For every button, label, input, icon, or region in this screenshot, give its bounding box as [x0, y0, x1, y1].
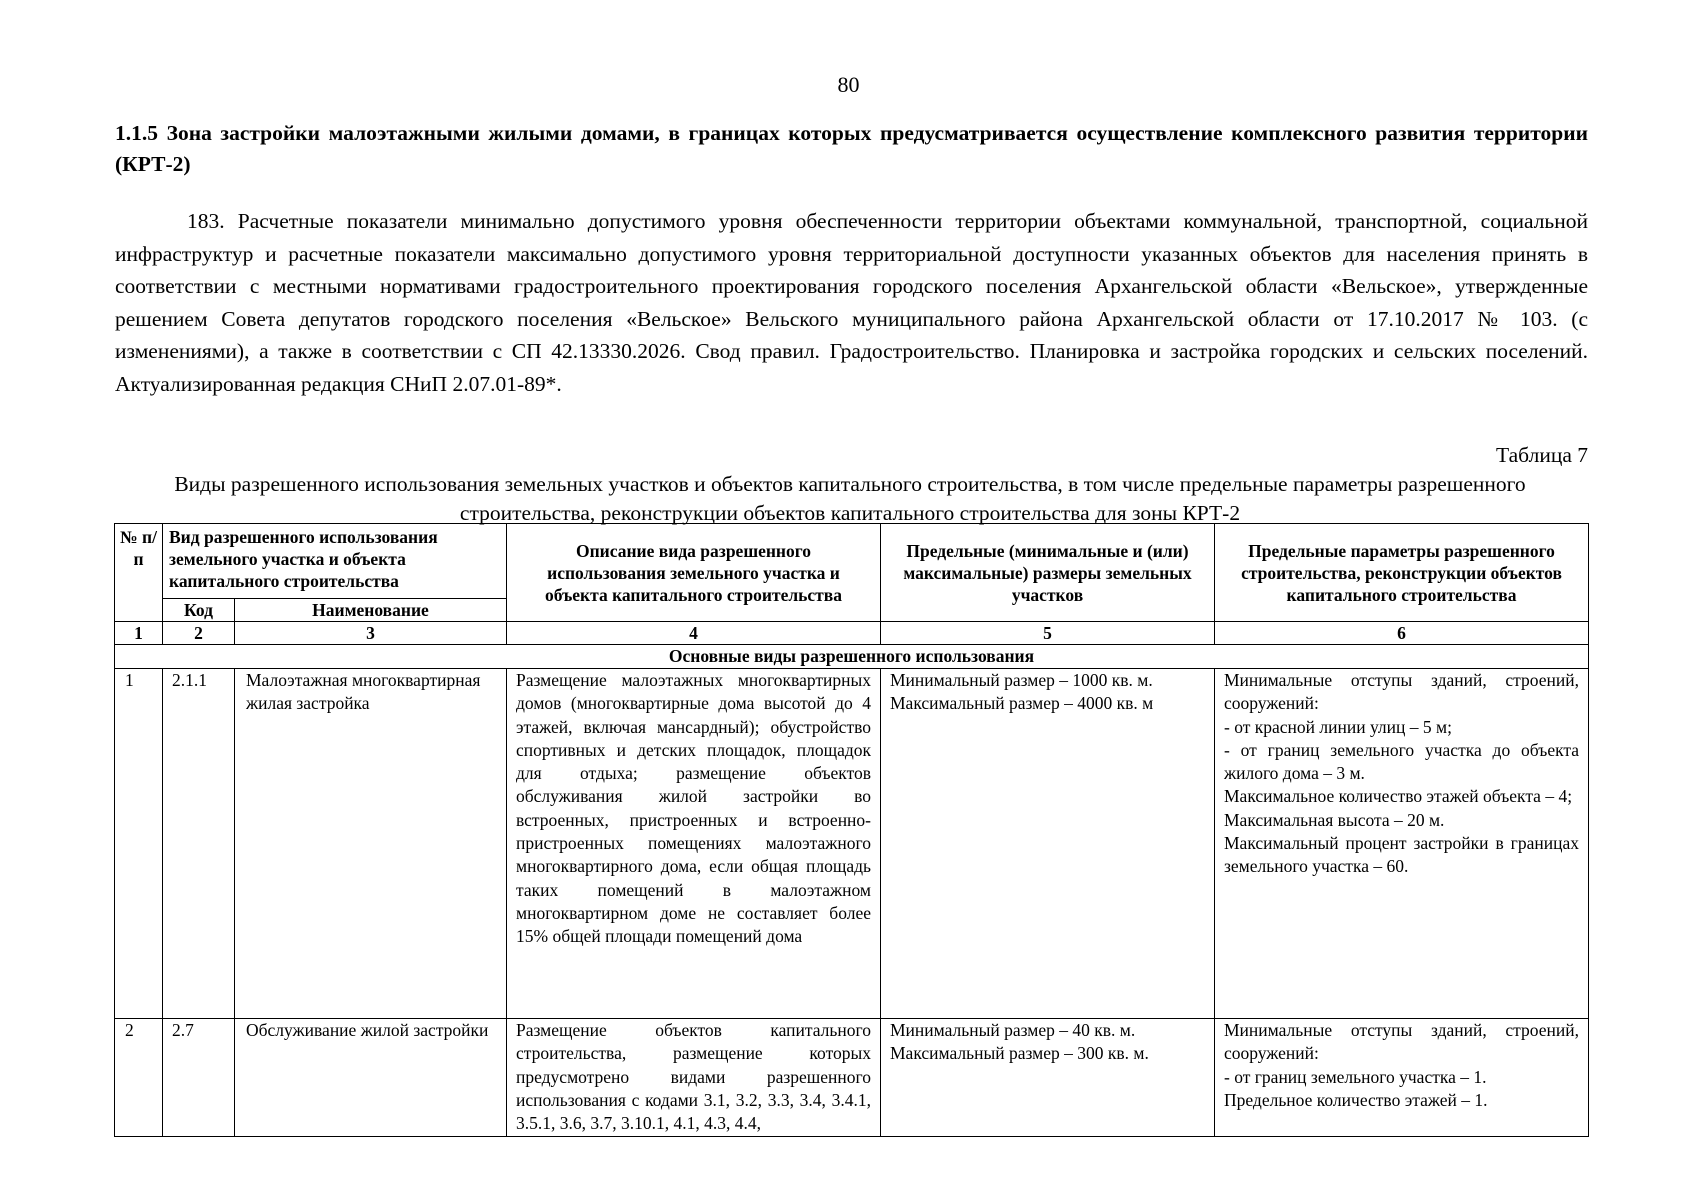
size-line: Минимальный размер – 40 кв. м. — [890, 1020, 1136, 1040]
row-sizes — [881, 1019, 1215, 1137]
row-code: 2.7 — [163, 1019, 235, 1137]
size-line: Максимальный размер – 300 кв. м. — [890, 1043, 1149, 1064]
row-num: 2 — [115, 1019, 163, 1137]
table-label: Таблица 7 — [1496, 443, 1588, 467]
row-params — [1215, 1019, 1589, 1137]
param-line: Максимальный процент застройки в границах земельного участка – 60. — [1224, 833, 1579, 877]
body-paragraph: 183. Расчетные показатели минимально допустимого уровня обеспеченности территории объектами коммунальной, транспортной, социальной инфраструктур и расчетные показатели максимально допустимого уровня территориальной доступности указанных объектов для населения принять в соответствии с местными нормативами градостроительного проектирования городского поселения Архангельской области «Вельское», утвержденные решением Совета депутатов городского поселения «Вельское» Вельского муниципального района Архангельской области от 17.10.2017 № 103. (с изменениями), а также в соответствии с СП 42.13330.2026. Свод правил. Градостроительство. Планировка и застройка городских и сельских поселений. Актуализированная редакция СНиП 2.07.01-89*. — [115, 209, 1588, 396]
param-line: - от красной линии улиц – 5 м; — [1224, 716, 1452, 737]
row-name: Малоэтажная многоквартирная жилая застройка — [235, 669, 507, 1019]
header-sizes: Предельные (минимальные и (или) максимальные) размеры земельных участков — [881, 524, 1215, 622]
table-row — [115, 1019, 1589, 1137]
page-number: 80 — [837, 72, 860, 97]
row-description: Размещение объектов капитального строительства, размещение которых предусмотрено видами разрешенного использования с кодами 3.1, 3.2, 3.3, 3.4, 3.4.1, 3.5.1, 3.6, 3.7, 3.10.1, 4.1, 4.3, 4.4, — [507, 1019, 881, 1137]
col-number: 1 — [115, 622, 163, 645]
size-line: Максимальный размер – 4000 кв. м — [890, 693, 1154, 714]
row-code: 2.1.1 — [163, 669, 235, 1019]
section-heading: 1.1.5 Зона застройки малоэтажными жилыми домами, в границах которых предусматривается осуществление комплексного развития территории (КРТ-2) — [115, 121, 1588, 176]
section-title: Основные виды разрешенного использования — [115, 645, 1589, 669]
col-number: 6 — [1215, 622, 1589, 645]
param-line: Минимальные отступы зданий, строений, сооружений: — [1224, 670, 1579, 714]
row-name: Обслуживание жилой застройки — [235, 1019, 507, 1137]
table-caption: Виды разрешенного использования земельных участков и объектов капитального строительства, в том числе предельные параметры разрешенного строительства, реконструкции объектов капитального строительства для зоны КРТ-2 — [174, 472, 1526, 525]
header-name: Наименование — [235, 599, 507, 622]
zoning-table — [114, 523, 1589, 1137]
row-params — [1215, 669, 1589, 1019]
param-line: Максимальное количество этажей объекта – 4; — [1224, 786, 1573, 807]
col-number: 4 — [507, 622, 881, 645]
size-line: Минимальный размер – 1000 кв. м. — [890, 670, 1153, 690]
row-sizes — [881, 669, 1215, 1019]
col-number: 3 — [235, 622, 507, 645]
header-params: Предельные параметры разрешенного строительства, реконструкции объектов капитального строительства — [1215, 524, 1589, 622]
col-number: 5 — [881, 622, 1215, 645]
table-row — [115, 669, 1589, 1019]
param-line: Предельное количество этажей – 1. — [1224, 1089, 1488, 1110]
header-code: Код — [163, 599, 235, 622]
param-line: Максимальная высота – 20 м. — [1224, 809, 1445, 830]
param-line: Минимальные отступы зданий, строений, сооружений: — [1224, 1020, 1579, 1064]
param-line: - от границ земельного участка до объекта жилого дома – 3 м. — [1224, 739, 1579, 784]
col-number: 2 — [163, 622, 235, 645]
header-num: № п/п — [115, 524, 163, 622]
header-description: Описание вида разрешенного использования земельного участка и объекта капитального строительства — [507, 524, 881, 622]
row-description: Размещение малоэтажных многоквартирных домов (многоквартирные дома высотой до 4 этажей, включая мансардный); обустройство спортивных и детских площадок, площадок для отдыха; размещение объектов обслуживания жилой застройки во встроенных, пристроенных и встроенно-пристроенных помещениях малоэтажного многоквартирного дома, если общая площадь таких помещений в малоэтажном многоквартирном доме не составляет более 15% общей площади помещений дома — [507, 669, 881, 1019]
header-use-type: Вид разрешенного использования земельного участка и объекта капитального строительства — [163, 524, 507, 599]
row-num: 1 — [115, 669, 163, 1019]
param-line: - от границ земельного участка – 1. — [1224, 1066, 1487, 1087]
